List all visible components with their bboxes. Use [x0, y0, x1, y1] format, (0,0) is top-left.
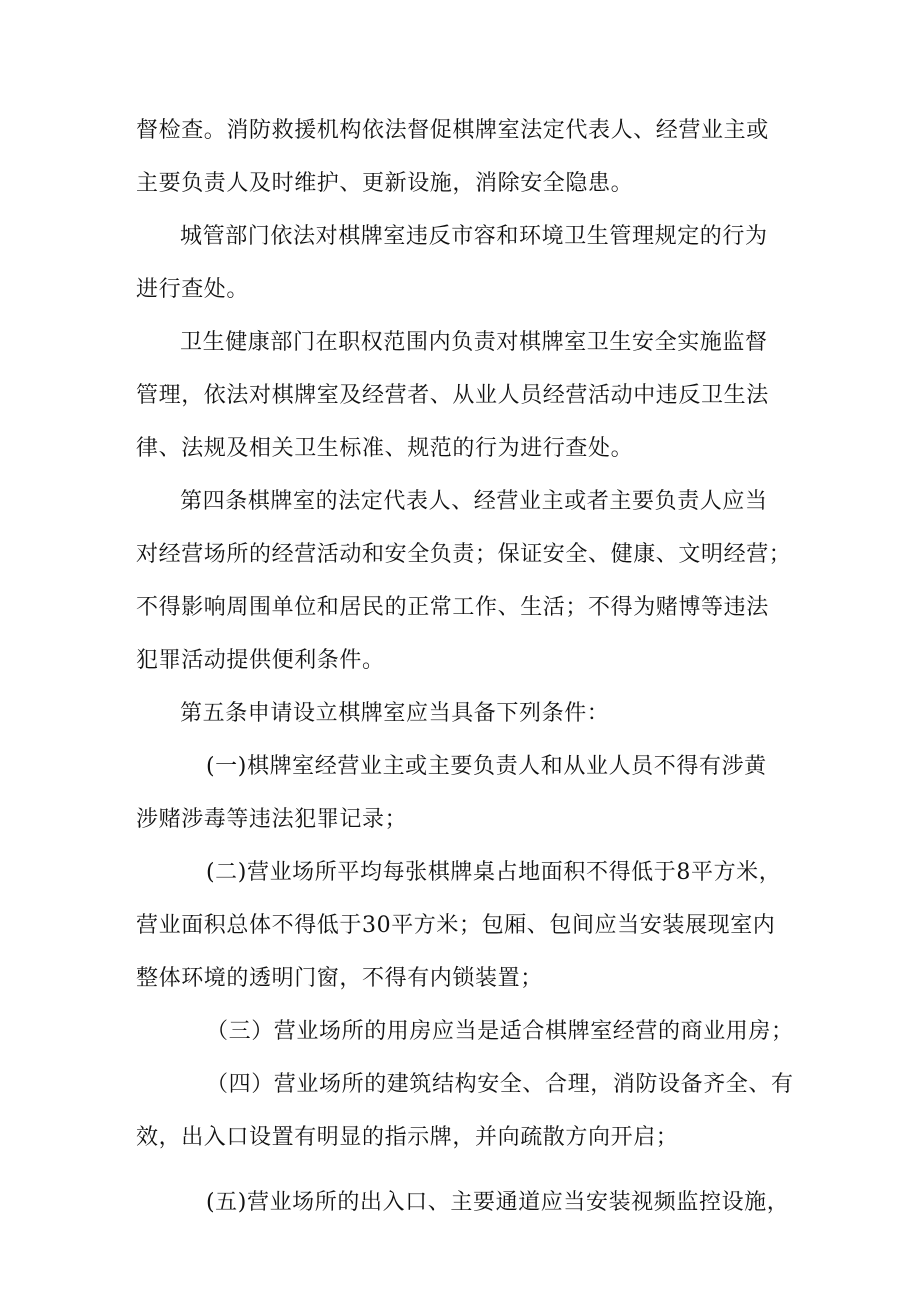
list-item-5-start-line: (五)营业场所的出入口、主要通道应当安装视频监控设施， [206, 1190, 790, 1215]
text-line: 管理，依法对棋牌室及经营者、从业人员经营活动中违反卫生法 [136, 383, 769, 408]
list-item-1-start-line: (一)棋牌室经营业主或主要负责人和从业人员不得有涉黄 [206, 754, 767, 779]
text-line: 不得影响周围单位和居民的正常工作、生活；不得为赌博等违法 [136, 595, 769, 620]
text-line: 督检查。消防救援机构依法督促棋牌室法定代表人、经营业主或 [136, 118, 769, 143]
text-line: 对经营场所的经营活动和安全负责；保证安全、健康、文明经营； [136, 542, 792, 567]
text-line: 效，出入口设置有明显的指示牌，并向疏散方向开启； [136, 1125, 679, 1150]
text-line: 整体环境的透明门窗，不得有内锁装置； [136, 966, 543, 991]
text-line: 涉赌涉毒等违法犯罪记录； [136, 807, 408, 832]
paragraph-gap [136, 1172, 796, 1184]
list-item-3-line: （三）营业场所的用房应当是适合棋牌室经营的商业用房； [206, 1019, 794, 1044]
list-item-4-start-line: （四）营业场所的建筑结构安全、合理，消防设备齐全、有 [206, 1072, 794, 1097]
text-line: 营业面积总体不得低于30平方米；包厢、包间应当安装展现室内 [136, 913, 776, 938]
list-item-2-start-line: (二)营业场所平均每张棋牌桌占地面积不得低于8平方米， [206, 860, 782, 885]
text-line: 主要负责人及时维护、更新设施，消除安全隐患。 [136, 171, 634, 196]
text-line: 律、法规及相关卫生标准、规范的行为进行查处。 [136, 436, 634, 461]
text-line: 犯罪活动提供便利条件。 [136, 648, 385, 673]
article-5-heading-line: 第五条申请设立棋牌室应当具备下列条件： [180, 701, 610, 726]
text-line: 进行查处。 [136, 277, 250, 302]
document-body [136, 112, 796, 1237]
article-4-start-line: 第四条棋牌室的法定代表人、经营业主或者主要负责人应当 [180, 489, 768, 514]
paragraph-start-line: 卫生健康部门在职权范围内负责对棋牌室卫生安全实施监督 [180, 330, 768, 355]
paragraph-start-line: 城管部门依法对棋牌室违反市容和环境卫生管理规定的行为 [180, 224, 768, 249]
